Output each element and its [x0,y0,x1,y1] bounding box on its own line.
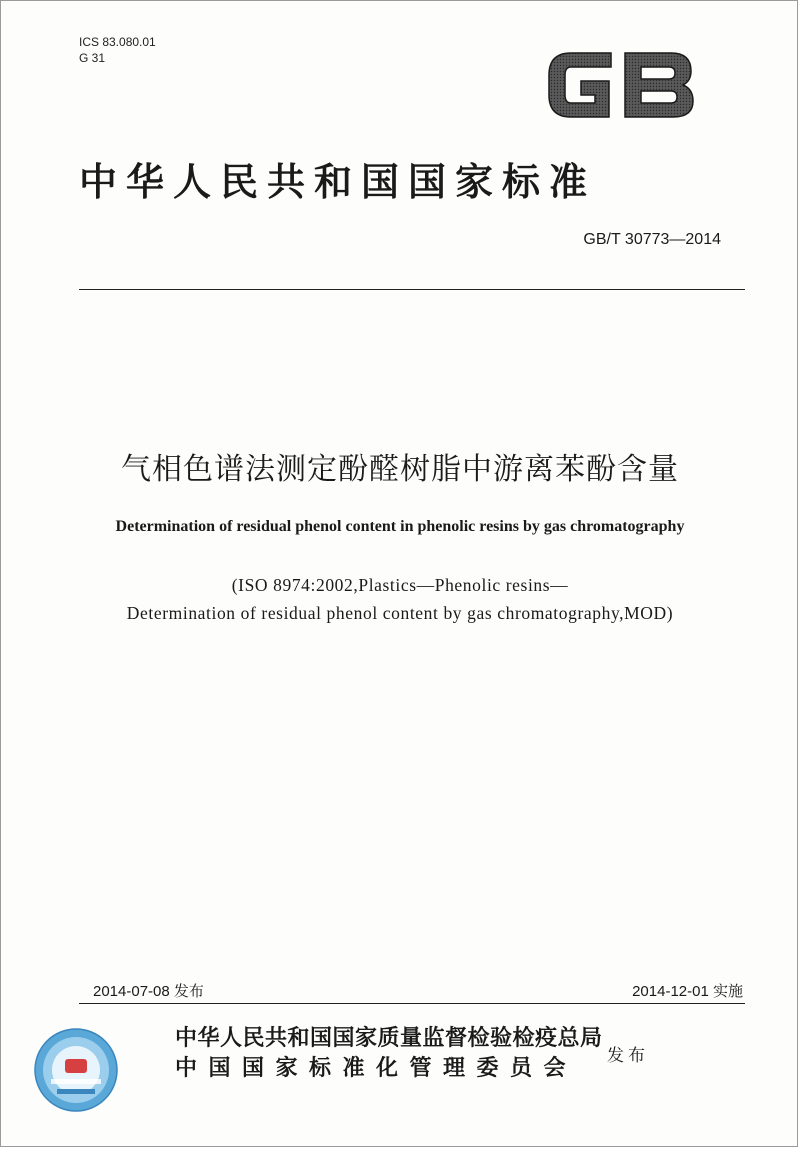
national-standard-heading: 中华人民共和国国家标准 [79,160,597,204]
implementation-date: 2014-12-01 实施 [632,983,743,1000]
header-divider [79,289,745,290]
issue-date: 2014-07-08 发布 [93,983,204,1000]
title-english: Determination of residual phenol content in phenolic resins by gas chromatography [115,518,685,535]
title-chinese: 气相色谱法测定酚醛树脂中游离苯酚含量 [121,452,679,487]
ics-code: ICS 83.080.01 [79,35,156,49]
iso-reference-line-2: Determination of residual phenol content by gas chromatography,MOD) [126,603,674,623]
gb-logo [541,43,701,127]
issue-label: 发布 [607,1046,649,1066]
publishers [175,1024,603,1084]
classification-codes [79,34,156,66]
anti-counterfeit-sticker [33,1027,119,1113]
standard-number: GB/T 30773—2014 [583,231,721,248]
publisher-sac: 中国国家标准化管理委员会 [175,1056,578,1081]
publisher-aqsiq: 中华人民共和国国家质量监督检验检疫总局 [175,1026,603,1051]
ccs-code: G 31 [79,51,106,65]
iso-reference-line-1: (ISO 8974:2002,Plastics—Phenolic resins— [231,575,569,595]
footer-divider [79,1003,745,1004]
iso-reference [1,571,799,627]
